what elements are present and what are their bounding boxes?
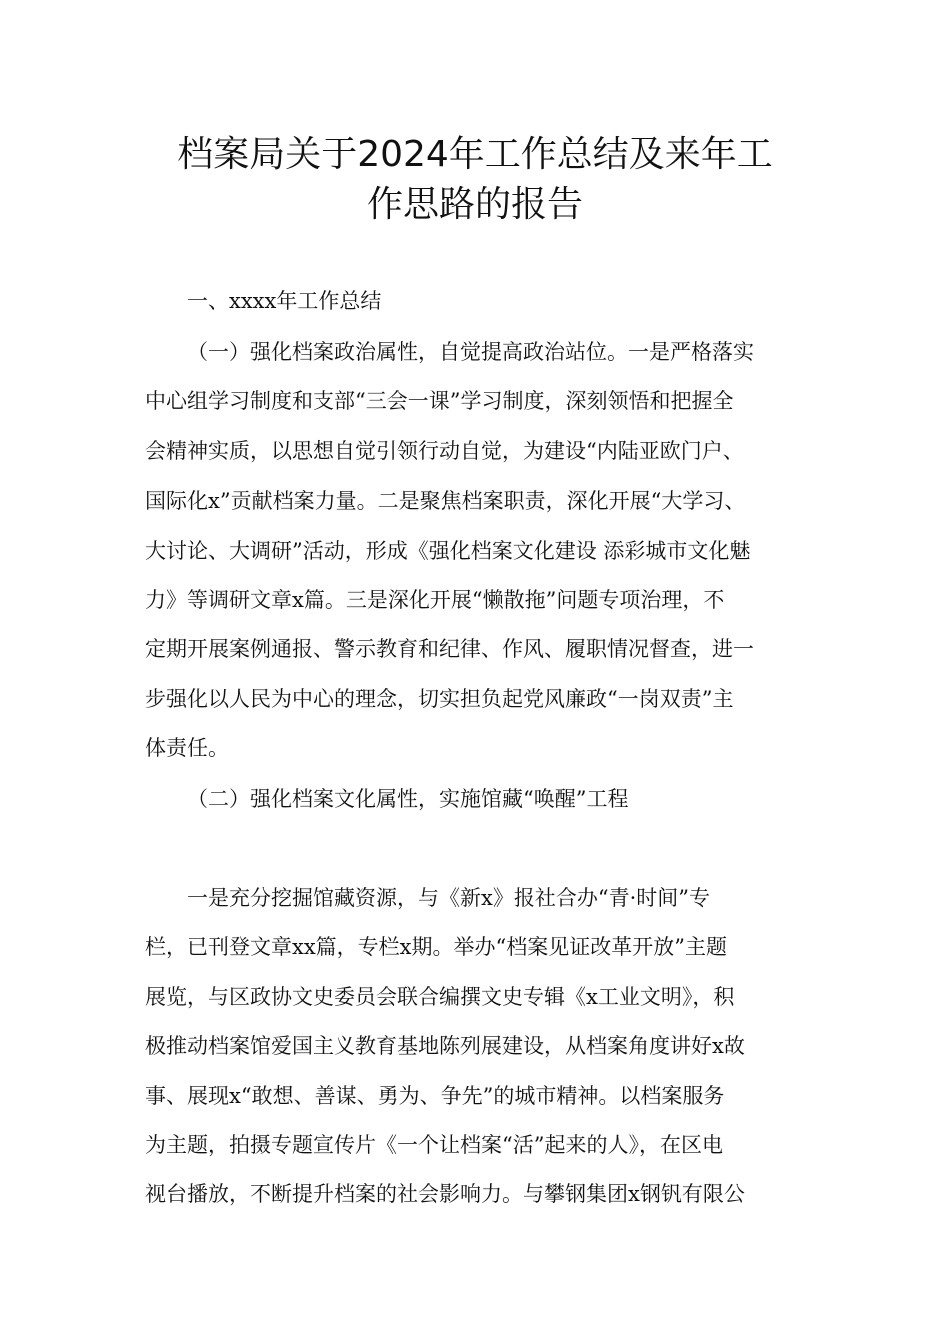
paragraph-line: 视台播放，不断提升档案的社会影响力。与攀钢集团x钢钒有限公 — [145, 1182, 745, 1206]
paragraph-line: （一）强化档案政治属性，自觉提高政治站位。一是严格落实 — [187, 340, 754, 364]
paragraph-line: 事、展现x“敢想、善谋、勇为、争先”的城市精神。以档案服务 — [145, 1084, 725, 1108]
paragraph-line: 中心组学习制度和支部“三会一课”学习制度，深刻领悟和把握全 — [145, 389, 734, 413]
paragraph-line: 力》等调研文章x篇。三是深化开展“懒散拖”问题专项治理，不 — [145, 588, 725, 612]
paragraph-line: 大讨论、大调研”活动，形成《强化档案文化建设 添彩城市文化魅 — [145, 539, 751, 563]
paragraph-line: 一是充分挖掘馆藏资源，与《新x》报社合办“青·时间”专 — [187, 886, 710, 910]
paragraph-line: 会精神实质，以思想自觉引领行动自觉，为建设“内陆亚欧门户、 — [145, 439, 744, 463]
section-heading-1: 一、xxxx年工作总结 — [187, 289, 382, 313]
paragraph-line: 定期开展案例通报、警示教育和纪律、作风、履职情况督查，进一 — [145, 637, 754, 661]
section-heading-2: （二）强化档案文化属性，实施馆藏“唤醒”工程 — [187, 787, 629, 811]
document-title-line-1: 档案局关于2024年工作总结及来年工 — [177, 134, 773, 175]
document-title-line-2: 作思路的报告 — [366, 184, 583, 225]
paragraph-line: 步强化以人民为中心的理念，切实担负起党风廉政“一岗双责”主 — [145, 687, 734, 711]
paragraph-line: 体责任。 — [145, 736, 229, 760]
paragraph-line: 为主题，拍摄专题宣传片《一个让档案“活”起来的人》，在区电 — [145, 1133, 723, 1157]
paragraph-line: 国际化x”贡献档案力量。二是聚焦档案职责，深化开展“大学习、 — [145, 489, 746, 513]
paragraph-line: 栏，已刊登文章xx篇，专栏x期。举办“档案见证改革开放”主题 — [145, 935, 727, 959]
paragraph-line: 极推动档案馆爱国主义教育基地陈列展建设，从档案角度讲好x故 — [145, 1034, 745, 1058]
paragraph-line: 展览，与区政协文史委员会联合编撰文史专辑《x工业文明》，积 — [145, 985, 735, 1009]
